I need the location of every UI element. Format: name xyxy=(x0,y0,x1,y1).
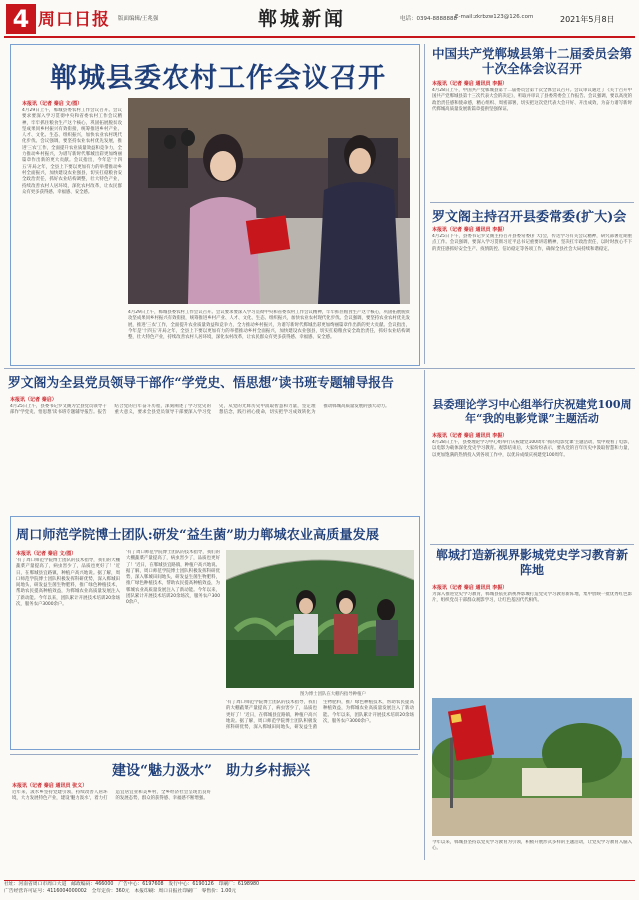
study-report-byline: 本报讯（记者 秦启） xyxy=(10,397,57,403)
lead-article-body: 4月29日上午，郸城县委农村工作会议召开。会议要求要深入学习贯彻中央和省委农村工作会议精神，牢牢抓住粮食生产这个核心，巩固拓展脱贫攻坚成果同乡村振兴有效衔接，统筹推进乡村产业、人才、文化、生态、组织振兴，加快农业农村现代化步伐。会议强调，要坚持农业农村优先发展，推进'三农'工作，全面提升农业质量效益和竞争力，全力推动乡村振兴，为谱写新时代郸城出彩更加绚丽篇章作出新的更大贡献。会议指出，今年是'十四五'开局之年，全县上下要以更加有力的举措推动乡村全面振兴，加快建设农业强县，切实扛稳粮食安全政治责任，抓好农业结构调整，壮大特色产业，持续改善农村人居环境，深化农村改革，让农民群众有更多获得感、幸福感、安全感。 xyxy=(22,108,122,195)
film-lesson-body: 4月28日上午，县委理论学习中心组举行庆祝建党100周年'我的电影党课'主题活动，集中观看了电影，以电影为载体深化党史学习教育。观影结束后，大家纷纷表示，要从党的百年历史中汲取智慧和力量，以更加饱满的热情投入到各项工作中，以优异成绩庆祝建党100周年。 xyxy=(432,440,632,458)
film-lesson-byline: 本报讯（记者 秦启 通讯员 李振） xyxy=(432,433,508,439)
issue-date: 2021年5月8日 xyxy=(560,15,615,24)
lead-article-body-cont: 4月29日上午，郸城县委农村工作会议召开。会议要求要深入学习贯彻中央和省委农村工作会议精神，牢牢抓住粮食生产这个核心，巩固拓展脱贫攻坚成果同乡村振兴有效衔接，统筹推进乡村产业、人才、文化、生态、组织振兴，加快农业农村现代化步伐。会议强调，要坚持农业农村优先发展，推进'三农'工作，全面提升农业质量效益和竞争力，全力推动乡村振兴，为谱写新时代郸城出彩更加绚丽篇章作出新的更大贡献。会议指出，今年是'十四五'开局之年，全县上下要以更加有力的举措推动乡村全面振兴，加快建设农业强县，切实扛稳粮食安全政治责任，抓好农业结构调整，壮大特色产业，持续改善农村人居环境，深化农村改革，让农民群众有更多获得感、幸福感、安全感。 xyxy=(128,310,410,341)
page-editor: 版面编辑/王兆强 xyxy=(118,16,159,22)
park-photo-scene xyxy=(432,698,632,836)
university-body-col1: '有了周口师范学院博士团队的技术指导，我们的大棚蔬菜产量提高了，病虫害少了，品质也更好了！'近日，在郸城县宜路镇，种植户高兴地说。据了解，周口师范学院博士团队积极发挥科研优势，深入郸城田间地头，研发益生菌生物肥料，推广绿色种植技术，帮助农民提高种植效益，为郸城农业高质量发展注入了新动能。今年以来，团队累计开展技术培训20余场次，服务农户3000余户。 xyxy=(16,558,120,608)
park-photo xyxy=(432,698,632,836)
university-byline: 本报讯（记者 秦启 文/图） xyxy=(16,551,77,557)
page-footer xyxy=(4,880,635,897)
article-divider xyxy=(430,202,634,203)
study-report-body: 4月25日上午，县委书记罗文阁为全县党员领导干部作'学党史、悟思想'读书班专题辅导报告。报告结合党的百年奋斗历程，深刻阐述了学习党史的重大意义，要求全县党员领导干部要深入学习党史，从党的光辉历史中汲取智慧和力量，坚定理想信念，践行初心使命，切实把学习成效转化为推动郸城高质量发展的强大动力。 xyxy=(10,404,390,416)
party-plenary-body: 4月28日上午，中国共产党郸城县第十二届委员会第十次全体会议召开。会议审议通过了《关于召开中国共产党郸城县第十三次代表大会的决定》，听取并审议了县委常委会工作报告。会议强调，要以高度的政治责任感和使命感，精心组织、周密部署，切实把这次党代表大会开好、开出成效，为奋力谱写新时代郸城高质量发展新篇章提供坚强保证。 xyxy=(432,88,632,112)
banner-rule xyxy=(4,368,635,369)
masthead-rule xyxy=(4,36,635,38)
greenhouse-caption: 图为博士团队在大棚内指导种植户 xyxy=(300,692,366,697)
cinema-base-byline: 本报讯（记者 秦启 通讯员 李振） xyxy=(432,585,508,591)
cinema-base-body: 为深入推进党史学习教育，郸城县依托新视界影城打造党史学习教育新阵地，集中放映一批优秀红色影片，组织党员干部群众观影学习，让红色基因代代相传。 xyxy=(432,592,632,604)
page-number: 4 xyxy=(6,4,36,34)
standing-committee-byline: 本报讯（记者 秦启 通讯员 李振） xyxy=(432,227,508,233)
footer-line-1: 社址：河南省周口市周口大道 邮政编码：466000 广告中心：6197608 发行中心：6190126 印刷厂：6198980 xyxy=(4,882,260,887)
university-body-col2: '有了周口师范学院博士团队的技术指导，我们的大棚蔬菜产量提高了，病虫害少了，品质也更好了！'近日，在郸城县宜路镇，种植户高兴地说。据了解，周口师范学院博士团队积极发挥科研优势，深入郸城田间地头，研发益生菌生物肥料，推广绿色种植技术，帮助农民提高种植效益，为郸城农业高质量发展注入了新动能。今年以来，团队累计开展技术培训20余场次，服务农户3000余户。 xyxy=(126,550,220,606)
study-report-title: 罗文阁为全县党员领导干部作“学党史、悟思想”读书班专题辅导报告 xyxy=(8,376,394,391)
party-plenary-byline: 本报讯（记者 秦启 通讯员 李振） xyxy=(432,81,508,87)
footer-line-2: 广告经营许可证号：4116004000002 全年定价：360元 本报印刷：周口日报社印刷厂 零售价：1.00元 xyxy=(4,889,237,894)
jishui-byline: 本报讯（记者 秦启 通讯员 张义） xyxy=(12,783,88,789)
article-divider-3 xyxy=(10,754,418,755)
page-email: E-mail:zkrbzw123@126.com xyxy=(455,14,534,20)
cinema-base-title: 郸城打造新视界影城党史学习教育新阵地 xyxy=(435,548,628,577)
greenhouse-photo-scene xyxy=(226,550,414,688)
university-body-col3: '有了周口师范学院博士团队的技术指导，我们的大棚蔬菜产量提高了，病虫害少了，品质也更好了！'近日，在郸城县宜路镇，种植户高兴地说。据了解，周口师范学院博士团队积极发挥科研优势，深入郸城田间地头，研发益生菌生物肥料，推广绿色种植技术，帮助农民提高种植效益，为郸城农业高质量发展注入了新动能。今年以来，团队累计开展技术培训20余场次，服务农户3000余户。 xyxy=(226,700,414,731)
column-divider-lower xyxy=(424,370,425,860)
section-title: 郸城新闻 xyxy=(258,8,347,30)
park-caption: 今年以来，郸城县坚持以党史学习教育为引领，积极开展形式多样的主题活动，让党史学习教育入脑入心。 xyxy=(432,840,632,852)
paper-logo: 周口日报 xyxy=(38,10,110,30)
standing-committee-body: 4月25日下午，县委书记罗文阁主持召开县委常委(扩大)会，传达学习有关会议精神，研究部署近期重点工作。会议强调，要深入学习贯彻习近平总书记重要讲话精神，坚决扛牢政治责任，以时时放心不下的责任感抓好安全生产、疫情防控、信访稳定等各项工作，确保全县社会大局持续和谐稳定。 xyxy=(432,234,632,252)
article-divider-2 xyxy=(430,544,634,545)
party-plenary-title: 中国共产党郸城县第十二届委员会第十次全体会议召开 xyxy=(432,46,633,76)
university-article-title: 周口师范学院博士团队:研发“益生菌”助力郸城农业高质量发展 xyxy=(16,528,379,543)
jishui-title: 建设“魅力汲水” 助力乡村振兴 xyxy=(112,763,311,779)
greenhouse-photo xyxy=(226,550,414,688)
page-phone: 电话：0394-8888888 xyxy=(400,16,457,22)
film-lesson-title: 县委理论学习中心组举行庆祝建党100周年“我的电影党课”主题活动 xyxy=(432,398,632,425)
lead-byline: 本报讯（记者 秦启 文/图） xyxy=(22,101,83,107)
column-divider xyxy=(424,44,425,364)
lead-article-title: 郸城县委农村工作会议召开 xyxy=(50,63,386,94)
lead-photo-scene xyxy=(128,98,410,304)
lead-photo xyxy=(128,98,410,304)
jishui-body: 近年来，汲水乡坚持党建引领，持续改善人居环境，大力发展特色产业，建设'魅力汲水'，着力打造宜居宜业和美乡村，全乡经济社会呈现出良好的发展态势，群众的获得感、幸福感不断增强。 xyxy=(12,790,211,802)
standing-committee-title: 罗文阁主持召开县委常委(扩大)会 xyxy=(432,210,627,225)
